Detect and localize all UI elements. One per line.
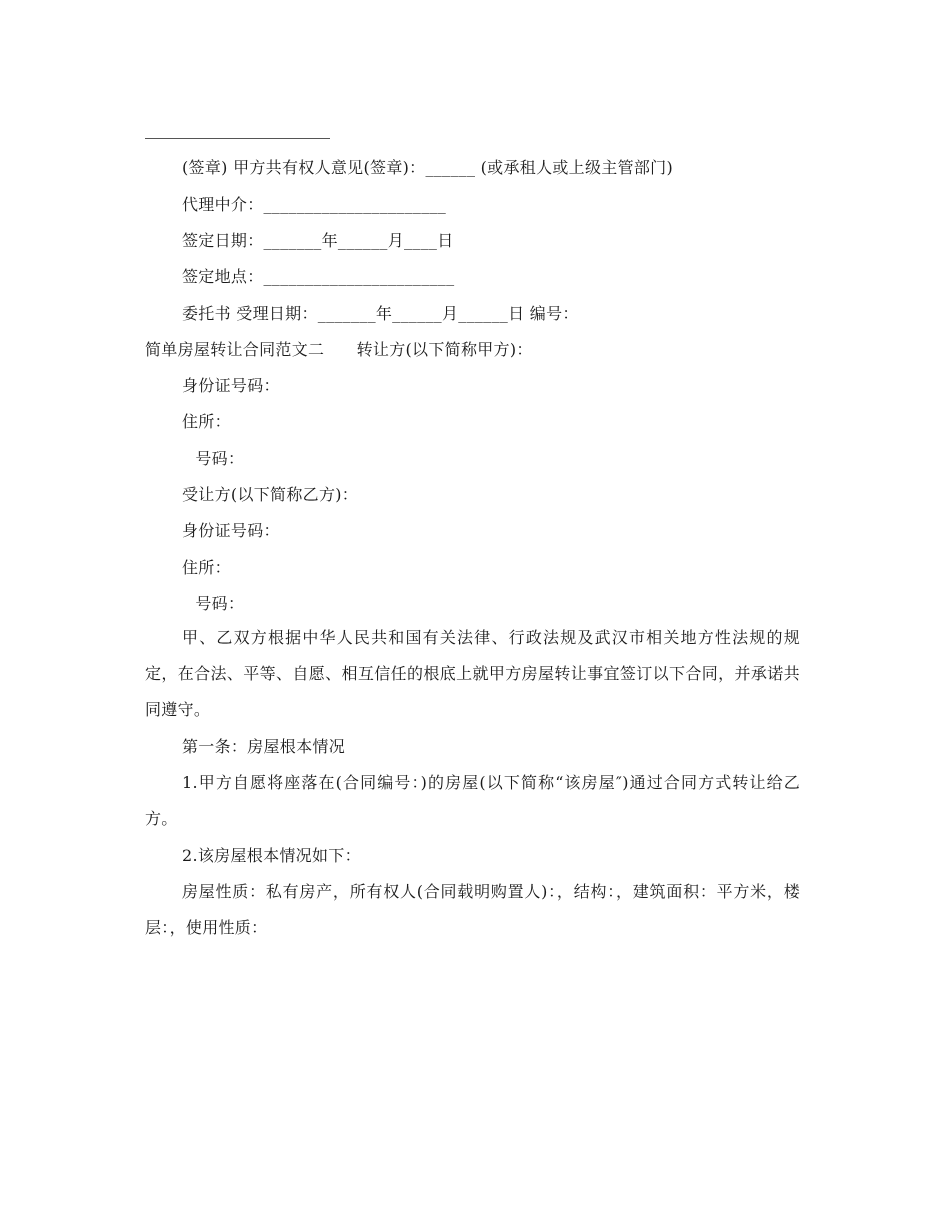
agent-line: 代理中介：______________________ bbox=[182, 195, 447, 214]
top-rule bbox=[145, 138, 330, 139]
party-b-line: 受让方(以下简称乙方)： bbox=[182, 485, 359, 504]
intro-paragraph: 甲、乙双方根据中华人民共和国有关法律、行政法规及武汉市相关地方性法规的规定，在合法、平等、自愿、相互信任的根底上就甲方房屋转让事宜签订以下合同，并承诺共同遵守。 bbox=[145, 628, 800, 719]
party-b-address: 住所： bbox=[182, 558, 231, 577]
signature-line: (签章) 甲方共有权人意见(签章)：______ (或承租人或上级主管部门) bbox=[182, 158, 674, 177]
party-b-id: 身份证号码： bbox=[182, 521, 280, 540]
article-1-title: 第一条：房屋根本情况 bbox=[182, 737, 346, 756]
party-a-phone: 号码： bbox=[190, 449, 245, 468]
party-b-phone: 号码： bbox=[190, 594, 245, 613]
article-1-item-2: 2.该房屋根本情况如下： bbox=[182, 846, 361, 865]
sign-date-line: 签定日期：_______年______月____日 bbox=[182, 231, 454, 250]
sign-place-line: 签定地点：_______________________ bbox=[182, 267, 455, 286]
contract-title-line: 简单房屋转让合同范文二 转让方(以下简称甲方)： bbox=[145, 340, 533, 359]
party-a-id: 身份证号码： bbox=[182, 376, 280, 395]
article-1-item-1: 1.甲方自愿将座落在(合同编号：)的房屋(以下简称“该房屋″)通过合同方式转让给乙方。 bbox=[145, 773, 800, 828]
party-a-address: 住所： bbox=[182, 412, 231, 431]
house-nature-paragraph: 房屋性质：私有房产，所有权人(合同载明购置人)：，结构：，建筑面积：平方米，楼层：，使用性质： bbox=[145, 882, 800, 937]
entrust-line: 委托书 受理日期：_______年______月______日 编号： bbox=[182, 304, 579, 323]
